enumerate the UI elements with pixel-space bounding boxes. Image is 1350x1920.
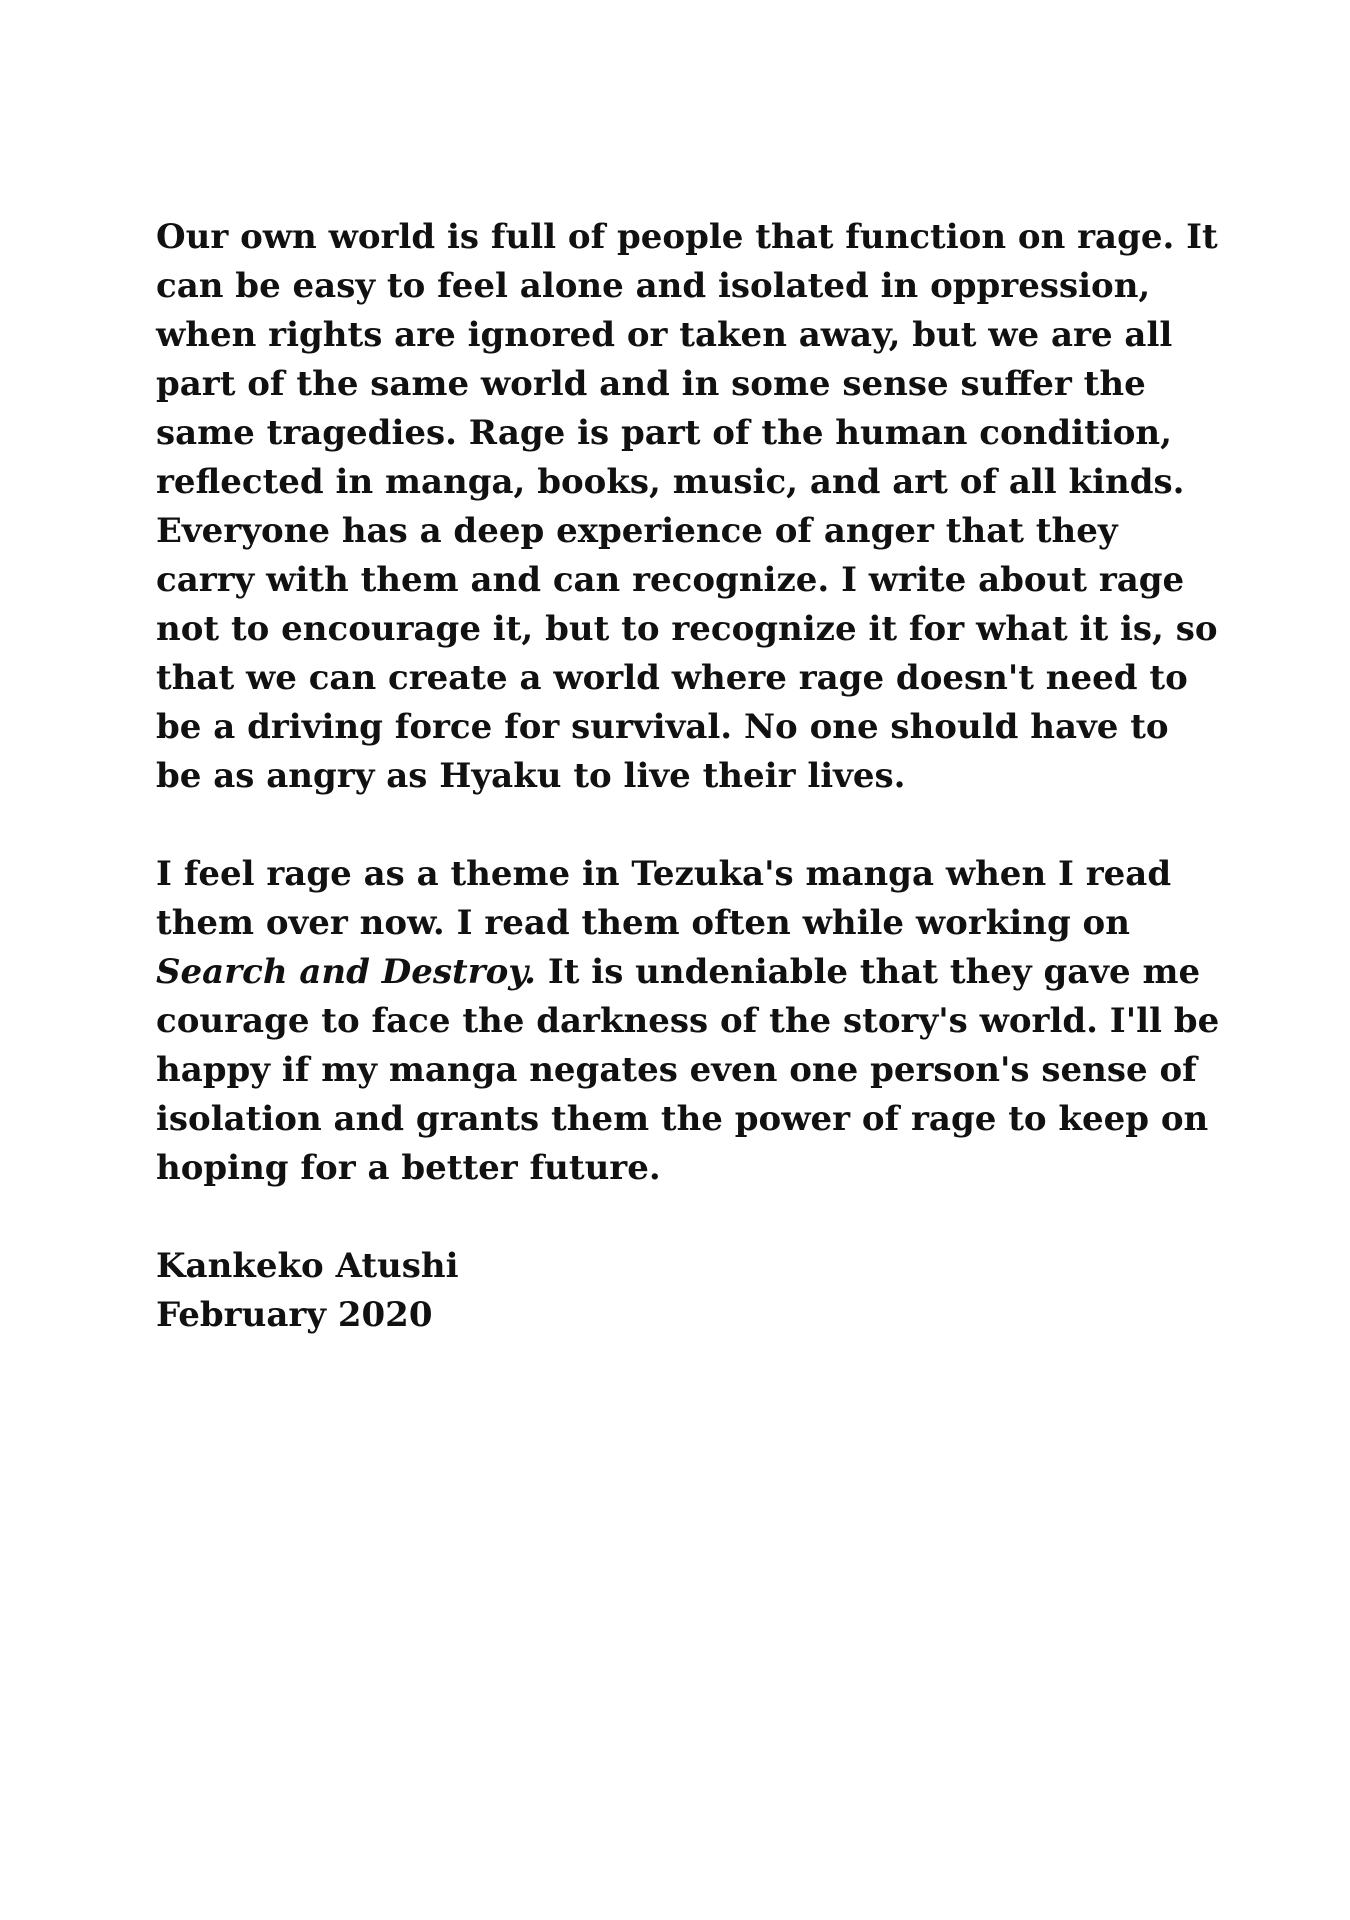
author-name: Kankeko Atushi bbox=[156, 1246, 459, 1286]
book-title: Search and Destroy. bbox=[156, 952, 536, 992]
paragraph-line: Everyone has a deep experience of anger that they bbox=[156, 511, 1118, 551]
paragraph-1 bbox=[156, 213, 1218, 801]
paragraph-line: same tragedies. Rage is part of the human condition, bbox=[156, 413, 1172, 453]
paragraph-spacer bbox=[156, 801, 1206, 850]
signature bbox=[156, 1242, 1206, 1340]
paragraph-line: courage to face the darkness of the story's world. I'll be bbox=[156, 1001, 1220, 1041]
afterword-text bbox=[156, 213, 1220, 1340]
paragraph-line: hoping for a better future. bbox=[156, 1148, 661, 1188]
paragraph-line: can be easy to feel alone and isolated in oppression, bbox=[156, 266, 1151, 306]
paragraph-line: be a driving force for survival. No one should have to bbox=[156, 707, 1169, 747]
paragraph-line: carry with them and can recognize. I write about rage bbox=[156, 560, 1185, 600]
paragraph-line-with-title bbox=[156, 948, 1206, 997]
paragraph-line: part of the same world and in some sense suffer the bbox=[156, 364, 1146, 404]
paragraph-line: when rights are ignored or taken away, but we are all bbox=[156, 315, 1173, 355]
paragraph-line: them over now. I read them often while working on bbox=[156, 903, 1130, 943]
paragraph-line: not to encourage it, but to recognize it for what it is, so bbox=[156, 609, 1218, 649]
paragraph-line: be as angry as Hyaku to live their lives. bbox=[156, 756, 906, 796]
paragraph-line-rest: It is undeniable that they gave me bbox=[536, 952, 1201, 992]
paragraph-line: Our own world is full of people that function on rage. It bbox=[156, 217, 1218, 257]
paragraph-line: reflected in manga, books, music, and art of all kinds. bbox=[156, 462, 1185, 502]
paragraph-line: happy if my manga negates even one person's sense of bbox=[156, 1050, 1197, 1090]
paragraph-line: that we can create a world where rage doesn't need to bbox=[156, 658, 1188, 698]
paragraph-line: isolation and grants them the power of rage to keep on bbox=[156, 1099, 1209, 1139]
paragraph-line: I feel rage as a theme in Tezuka's manga when I read bbox=[156, 854, 1172, 894]
signature-date: February 2020 bbox=[156, 1295, 433, 1335]
paragraph-spacer bbox=[156, 1193, 1206, 1242]
paragraph-2 bbox=[156, 850, 1220, 1193]
